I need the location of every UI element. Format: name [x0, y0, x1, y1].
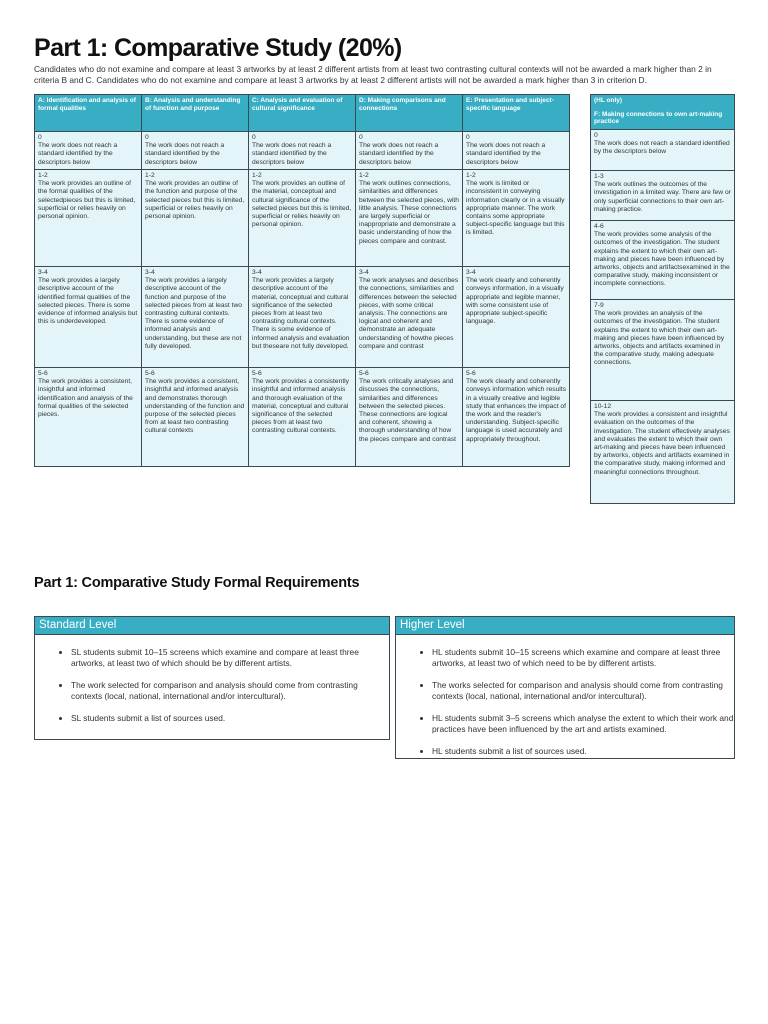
score-range: 0 [38, 134, 42, 141]
hl-rubric-cell [591, 401, 734, 503]
hl-criterion-column [590, 94, 735, 504]
descriptor-text: The work is limited or inconsistent in conveying information clearly or in a visually appropriate manner. The work contains some appropriate subject-specific language but this is limited. [466, 180, 565, 237]
descriptor-text: The work does not reach a standard identified by the descriptors below [359, 142, 439, 166]
descriptor-text: The work provides a largely descriptive account of the material, conceptual and cultural significance of the selected pieces from at least two contrasting cultural contexts. There is some evidence of informed analysis and evaluation but theseare not fully developed. [252, 277, 350, 350]
rubric-cell [142, 170, 249, 267]
descriptor-text: The work does not reach a standard identified by the descriptors below [145, 142, 225, 166]
rubric-cell [35, 267, 142, 368]
rubric-row [35, 267, 570, 368]
criterion-c-header: C: Analysis and evaluation of cultural significance [249, 95, 356, 132]
descriptor-text: The work provides an outline of the material, conceptual and cultural significance of the selected pieces but this is limited, superficial or relies heavily on personal opinion. [252, 180, 352, 229]
rubric-cell [249, 267, 356, 368]
score-range: 0 [466, 134, 470, 141]
score-range: 3-4 [145, 269, 155, 276]
list-item: • The work selected for comparison and analysis should come from contrasting contexts (local, national, international and/or intercultural). [71, 680, 389, 702]
descriptor-text: The work provides an analysis of the outcomes of the investigation. The student explains the extent to which their own art-making and pieces have been influenced by artworks, objects and artifacts examined in the comparative study, making adequate connections. [594, 310, 725, 367]
rubric-cell [463, 267, 570, 368]
descriptor-text: The work outlines the outcomes of the investigation in a limited way. There are few or only superficial connections to their own art-making practice. [594, 181, 731, 213]
higher-level-header: Higher Level [396, 617, 734, 635]
requirements-title: Part 1: Comparative Study Formal Requirements [34, 575, 360, 591]
rubric-cell [249, 368, 356, 467]
score-range: 5-6 [145, 370, 155, 377]
descriptor-text: The work does not reach a standard identified by the descriptors below [38, 142, 118, 166]
descriptor-text: The work clearly and coherently conveys information, in a visually appropriate and legible manner, with some consistent use of appropriate subject-specific language. [466, 277, 564, 326]
descriptor-text: The work provides a consistent and insightful evaluation on the outcomes of the investigation. The student effectively analyses and evaluates the extent to which their own art-making and pieces have been influenced by artworks, objects and artifacts examined in the comparative study, making informed and meaningful connections throughout. [594, 411, 730, 476]
hl-rubric-cell [591, 300, 734, 401]
score-range: 1-3 [594, 173, 604, 180]
hl-rubric-cell [591, 130, 734, 171]
descriptor-text: The work outlines connections, similarities and differences between the selected pieces, with little analysis. These connections are largely superficial or inappropriate and demonstrate a basic understanding of how the pieces compare and contrast. [359, 180, 460, 245]
page-title: Part 1: Comparative Study (20%) [34, 34, 402, 62]
descriptor-text: The work provides an outline of the formal qualities of the selectedpieces but this is limited, superficial or relies heavily on personal opinion. [38, 180, 136, 221]
score-range: 5-6 [252, 370, 262, 377]
rubric-header-row [35, 95, 570, 132]
rubric-cell [35, 170, 142, 267]
rubric-table [34, 94, 570, 467]
list-item: • HL students submit 3–5 screens which analyse the extent to which their work and practices have been influenced by the art and artists examined. [432, 713, 734, 735]
rubric-cell [249, 170, 356, 267]
descriptor-text: The work critically analyses and discusses the connections, similarities and differences between the selected pieces. These connections are logical and coherent, showing a thorough understanding of how the pieces compare and contrast [359, 378, 457, 443]
hl-rubric-cell [591, 221, 734, 300]
descriptor-text: The work provides a consistent, insightful and informed identification and analysis of the formal qualities of the selected pieces. [38, 378, 133, 419]
descriptor-text: The work provides an outline of the function and purpose of the selected pieces but this is limited, superficial or relies heavily on personal opinion. [145, 180, 245, 221]
score-range: 10-12 [594, 403, 612, 410]
criterion-f-header [591, 95, 734, 130]
descriptor-text: The work does not reach a standard identified by the descriptors below [252, 142, 332, 166]
score-range: 3-4 [359, 269, 369, 276]
criterion-d-header: D: Making comparisons and connections [356, 95, 463, 132]
standard-level-header: Standard Level [35, 617, 389, 635]
rubric-cell [356, 267, 463, 368]
list-item: • HL students submit a list of sources used. [432, 746, 734, 757]
score-range: 1-2 [466, 172, 476, 179]
rubric-cell [356, 132, 463, 170]
rubric-cell [249, 132, 356, 170]
descriptor-text: The work analyses and describes the connections, similarities and differences between the selected pieces, with some critical analysis. The connections are logical and coherent and demonstrate an adequate understanding of howthe pieces compare and contrast [359, 277, 459, 350]
score-range: 3-4 [252, 269, 262, 276]
criterion-e-header: E: Presentation and subject-specific language [463, 95, 570, 132]
criterion-f-title: F: Making connections to own art-making practice [594, 110, 723, 125]
score-range: 5-6 [466, 370, 476, 377]
score-range: 3-4 [38, 269, 48, 276]
list-item: • The works selected for comparison and analysis should come from contrasting contexts (local, national, international and/or intercultural). [432, 680, 734, 702]
rubric-cell [142, 132, 249, 170]
score-range: 5-6 [38, 370, 48, 377]
descriptor-text: The work clearly and coherently conveys information which results in a visually creative and legible study that enhances the impact of the work and the reader's understanding. Subject-specific language is used accurately and appropriately throughout. [466, 378, 567, 443]
rubric-cell [356, 170, 463, 267]
rubric-cell [35, 132, 142, 170]
score-range: 3-4 [466, 269, 476, 276]
higher-level-list [396, 635, 734, 757]
score-range: 7-9 [594, 302, 604, 309]
hl-rubric-cell [591, 171, 734, 221]
score-range: 0 [594, 132, 598, 139]
criterion-a-header: A: Identification and analysis of formal qualities [35, 95, 142, 132]
score-range: 5-6 [359, 370, 369, 377]
score-range: 0 [252, 134, 256, 141]
descriptor-text: The work provides some analysis of the outcomes of the investigation. The student explains the extent to which their own art-making and pieces have been influenced by artworks, objects and artifactsexamined in the comparative study, making inconsistent or incomplete connections. [594, 231, 730, 288]
score-range: 4-6 [594, 223, 604, 230]
higher-level-panel [395, 616, 735, 759]
score-range: 0 [359, 134, 363, 141]
score-range: 0 [145, 134, 149, 141]
rubric-cell [142, 368, 249, 467]
rubric-row [35, 170, 570, 267]
rubric-row [35, 132, 570, 170]
score-range: 1-2 [38, 172, 48, 179]
rubric-cell [35, 368, 142, 467]
list-item: • HL students submit 10–15 screens which examine and compare at least three artworks, at least two of which need to be by different artists. [432, 647, 734, 669]
score-range: 1-2 [359, 172, 369, 179]
descriptor-text: The work does not reach a standard identified by the descriptors below [466, 142, 546, 166]
descriptor-text: The work provides a largely descriptive account of the identified formal qualities of the selected pieces. There is some evidence of informed analysis but this is underdeveloped. [38, 277, 138, 326]
rubric-row [35, 368, 570, 467]
list-item: • SL students submit a list of sources used. [71, 713, 389, 724]
score-range: 1-2 [252, 172, 262, 179]
descriptor-text: The work provides a consistent, insightful and informed analysis and demonstrates thorough understanding of the function and purpose of the selected pieces from at least two contrasting cultural contexts [145, 378, 245, 435]
descriptor-text: The work provides a consistently insightful and informed analysis and thorough evaluation of the material, conceptual and cultural significance of the selected pieces from at least two contrasting cultural contexts. [252, 378, 350, 435]
descriptor-text: The work provides a largely descriptive account of the function and purpose of the selected pieces from at least two contrasting cultural contexts. There is some evidence of informed analysis and understanding, but these are not fully developed. [145, 277, 243, 350]
rubric-cell [463, 132, 570, 170]
score-range: 1-2 [145, 172, 155, 179]
hl-only-tag: (HL only) [594, 97, 623, 104]
descriptor-text: The work does not reach a standard identified by the descriptors below [594, 140, 730, 156]
rubric-cell [356, 368, 463, 467]
rubric-cell [463, 368, 570, 467]
rubric-cell [463, 170, 570, 267]
standard-level-panel [34, 616, 390, 740]
list-item: • SL students submit 10–15 screens which examine and compare at least three artworks, at least two of which should be by different artists. [71, 647, 389, 669]
standard-level-list [35, 635, 389, 724]
rubric-cell [142, 267, 249, 368]
criterion-b-header: B: Analysis and understanding of function and purpose [142, 95, 249, 132]
intro-paragraph: Candidates who do not examine and compare at least 3 artworks by at least 2 different artists from at least two contrasting cultural contexts will not be awarded a mark higher than 2 in criteria B and C. Candidates who do not examine and compare at least 3 artworks by at least 2 different artists will not be awarded a mark higher than 3 in criterion D. [34, 64, 712, 85]
